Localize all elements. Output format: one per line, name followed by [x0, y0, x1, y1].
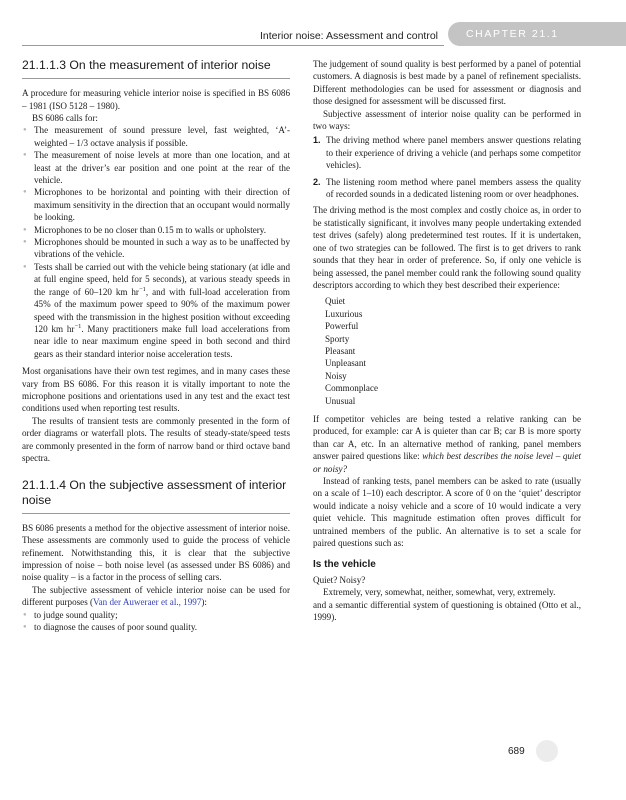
- purposes-list: [22, 609, 290, 634]
- page-number: 689: [508, 746, 525, 757]
- paragraph: BS 6086 calls for:: [32, 113, 98, 124]
- right-column: [313, 58, 581, 623]
- list-item: ● The measurement of sound pressure level, fast weighted, ‘A’-weighted – 1/3 octave analysis if possible.: [22, 124, 290, 149]
- list-item: [313, 134, 581, 171]
- paragraph: [313, 413, 581, 475]
- paragraph: The results of transient tests are commonly presented in the form of order diagrams or waterfall plots. The results of steady-state/speed tests are commonly presented in the form of narrow band or third octave band spectra.: [22, 415, 290, 463]
- page-marker: [536, 740, 558, 762]
- list-item: ● Microphones should be mounted in such a way as to be unaffected by vibrations of the vehicle.: [22, 236, 290, 261]
- paragraph: Subjective assessment of interior noise quality can be performed in two ways:: [313, 108, 581, 132]
- paragraph: Quiet? Noisy?: [313, 574, 366, 585]
- list-item: ● to diagnose the causes of poor sound quality.: [22, 621, 290, 633]
- paragraph: The driving method is the most complex and costly choice as, in order to be statistically significant, it involves many people undertaking extended test drives (safely) along predetermined test routes. If it is undertaken, one of two strategies can be followed. The first is to get drivers to rank sounds that they hear in order of preference. So, if only one vehicle is being assessed, the panel member could rank the following sound quality descriptors according to which they best described their experience:: [313, 205, 581, 290]
- chapter-tab: CHAPTER 21.1: [448, 22, 626, 46]
- list-item: [22, 261, 290, 360]
- citation-link[interactable]: Van der Auweraer et al., 1997: [93, 597, 202, 608]
- list-number: 2.: [313, 176, 321, 187]
- list-item: ● Microphones to be no closer than 0.15 m to walls or upholstery.: [22, 224, 290, 236]
- descriptor: Quiet: [325, 296, 346, 307]
- paragraph: Most organisations have their own test regimes, and in many cases these vary from BS 6086. For this reason it is vitally important to note the microphone positions and orientations used in any test and the exact test conditions used when reporting test results.: [22, 366, 290, 414]
- descriptor-list: [325, 295, 581, 407]
- paragraph: Extremely, very, somewhat, neither, somewhat, very, extremely.: [323, 587, 556, 598]
- paragraph: Instead of ranking tests, panel members can be asked to rate (usually on a scale of 1–10) each descriptor. A score of 0 on the ‘quiet’ descriptor would indicate a noisy vehicle and a score of 10 would indicate a very quiet vehicle. This magnitude estimation often proves difficult for untrained members of the public. An alternative is to set a scale for paired questions such as:: [313, 476, 581, 549]
- list-item: ● The measurement of noise levels at more than one location, and at least at the driver’s ear position and one point at the rear of the vehicle.: [22, 149, 290, 186]
- descriptor: Unusual: [325, 395, 356, 406]
- list-item-text: The driving method where panel members answer questions relating to their experience of driving a vehicle (and perhaps some competitor vehicles).: [326, 135, 581, 171]
- list-item-text: . Many practitioners make full load accelerations from near idle to near maximum engine speed in both second and third gears as their standard interior noise acceleration tests.: [34, 323, 290, 359]
- left-column: [22, 58, 290, 633]
- paragraph: The judgement of sound quality is best performed by a panel of potential customers. A diagnosis is best made by a panel of refinement specialists. Different methodologies can be used for assessment or diagnosis and those designed for assessment will be discussed first.: [313, 59, 581, 107]
- requirements-list: [22, 124, 290, 360]
- paragraph: A procedure for measuring vehicle interior noise is specified in BS 6086 – 1981 (ISO 5128 – 1980).: [22, 88, 290, 111]
- descriptor: Sporty: [325, 333, 350, 344]
- descriptor: Luxurious: [325, 308, 363, 319]
- header-rule: [22, 45, 444, 46]
- paragraph-text: If competitor vehicles are being tested a relative ranking can be produced, for example: car A is quieter than car B; car B is more sporty than car A, etc. In an alternative method of ranking, panel members answer paired questions like:: [313, 413, 581, 462]
- paragraph-text: The subjective assessment of vehicle interior noise can be used for different purposes (: [22, 584, 290, 608]
- paragraph: and a semantic differential system of questioning is obtained (Otto et al., 1999).: [313, 599, 581, 623]
- descriptor: Powerful: [325, 321, 359, 332]
- section-heading-measurement: 21.1.1.3 On the measurement of interior noise: [22, 58, 290, 79]
- superscript: −1: [74, 322, 82, 330]
- section-heading-subjective: 21.1.1.4 On the subjective assessment of interior noise: [22, 478, 290, 513]
- descriptor: Unpleasant: [325, 358, 366, 369]
- paragraph-text: ):: [201, 597, 207, 608]
- descriptor: Noisy: [325, 370, 347, 381]
- list-number: 1.: [313, 135, 321, 146]
- emphasis-text: which best describes the noise level – quiet or noisy?: [313, 451, 582, 474]
- list-item-text: Tests shall be carried out with the vehicle being stationary (at idle and at full engine speed, held for 5 seconds), at various steady speeds in the range of 60–120 km hr: [34, 261, 290, 297]
- list-item-text: The listening room method where panel members assess the quality of recorded sounds in a dedicated listening room or over headphones.: [326, 176, 581, 200]
- list-item: [313, 176, 581, 201]
- list-item: ● to judge sound quality;: [22, 609, 290, 621]
- running-title: Interior noise: Assessment and control: [259, 30, 438, 42]
- list-item: ● Microphones to be horizontal and pointing with their direction of maximum sensitivity in the direction that an occupant would normally be looking.: [22, 186, 290, 223]
- superscript: −1: [138, 285, 146, 293]
- list-item-text: , and with full-load acceleration from 45% of the maximum power speed to 90% of the maximum power speed with the transmission in the highest position without exceeding 120 km hr: [34, 286, 290, 334]
- paragraph: [22, 584, 290, 609]
- subheading: Is the vehicle: [313, 559, 376, 571]
- descriptor: Commonplace: [325, 383, 379, 394]
- descriptor: Pleasant: [325, 345, 356, 356]
- paragraph: BS 6086 presents a method for the objective assessment of interior noise. These assessments are commonly used to guide the process of vehicle refinement. Notwithstanding this, it is clear that the subjective impression of noise – both noise level (as assessed under BS 6086) and noise quality – is a factor in the process of selling cars.: [22, 522, 290, 583]
- methods-list: [313, 134, 581, 200]
